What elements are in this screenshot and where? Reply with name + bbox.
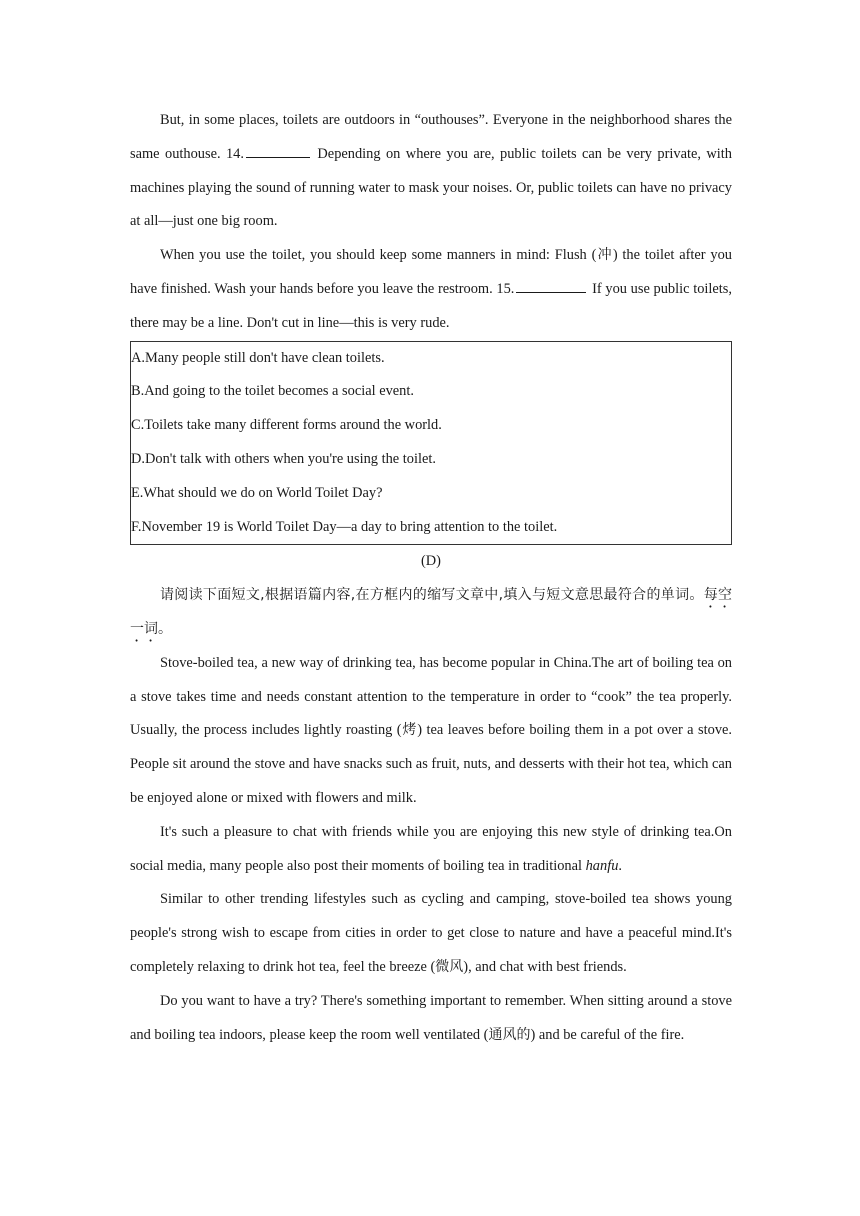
text-run: ), and chat with best friends. — [463, 958, 627, 975]
passage-d-paragraph-1 — [130, 647, 732, 816]
options-box — [130, 341, 732, 546]
option-f: F.November 19 is World Toilet Day—a day to bring attention to the toilet. — [131, 518, 558, 535]
answer-blank-15 — [516, 278, 586, 293]
text-run: . — [618, 857, 622, 874]
passage-c-paragraph-1 — [130, 104, 732, 239]
text-run: ) tea leaves before boiling them in a pot over a stove. People sit around the stove and have snacks such as fruit, nuts, and desserts with their hot tea, which can be enjoyed alone or mixed with flowers and milk. — [130, 722, 732, 806]
chinese-gloss: 烤 — [401, 722, 418, 739]
text-run: ) and be careful of the fire. — [530, 1026, 685, 1043]
text-run: ) the toilet after you have finished. Wash your hands before you leave the restroom. 15. — [130, 247, 732, 297]
text-run: If you use public toilets, there may be a line. Don't cut in line—this is very rude. — [130, 280, 732, 331]
option-a: A.Many people still don't have clean toilets. — [131, 349, 385, 366]
text-run: Do you want to have a try? There's something important to remember. When sitting around a stove and boiling tea indoors, please keep the room well ventilated ( — [130, 992, 732, 1043]
instruction-end: 。 — [158, 620, 172, 637]
instruction-text: 请阅读下面短文,根据语篇内容,在方框内的缩写文章中,填入与短文意思最符合的单词。 — [160, 587, 704, 604]
chinese-gloss: 通风的 — [488, 1026, 531, 1043]
text-run: Similar to other trending lifestyles such as cycling and camping, stove-boiled tea shows young people's strong wish to escape from cities in order to get close to nature and have a peaceful mind.It's completely relaxing to drink hot tea, feel the breeze ( — [130, 891, 732, 975]
option-d: D.Don't talk with others when you're using the toilet. — [131, 450, 436, 467]
section-d-instruction — [130, 579, 732, 647]
text-run: It's such a pleasure to chat with friends while you are enjoying this new style of drinking tea.On social media, many people also post their moments of boiling tea in traditional — [130, 823, 732, 874]
passage-d-paragraph-4 — [130, 985, 732, 1053]
passage-d-paragraph-3 — [130, 883, 732, 984]
answer-blank-14 — [246, 143, 310, 158]
section-d-label: (D) — [421, 553, 441, 570]
document-page — [130, 104, 732, 1052]
chinese-gloss: 冲 — [596, 247, 613, 264]
option-b: B.And going to the toilet becomes a social event. — [131, 383, 414, 400]
passage-d-paragraph-2 — [130, 816, 732, 884]
italic-term: hanfu — [585, 857, 619, 874]
text-run: But, in some places, toilets are outdoors in “outhouses”. Everyone in the neighborhood shares the same outhouse. 14. — [130, 112, 732, 162]
chinese-gloss: 微风 — [435, 958, 464, 975]
emphasized-instruction: 每空一词 — [130, 587, 732, 637]
text-run: Stove-boiled tea, a new way of drinking tea, has become popular in China.The art of boiling tea on a stove takes time and needs constant attention to the temperature in order to “cook” the tea properly. Usually, the process includes lightly roasting ( — [130, 654, 732, 739]
option-c: C.Toilets take many different forms around the world. — [131, 417, 442, 434]
text-run: When you use the toilet, you should keep some manners in mind: Flush ( — [160, 247, 597, 264]
text-run: Depending on where you are, public toilets can be very private, with machines playing the sound of running water to mask your noises. Or, public toilets can have no privacy at all—just one big room. — [130, 145, 733, 230]
passage-c-paragraph-2 — [130, 239, 732, 340]
option-e: E.What should we do on World Toilet Day? — [131, 484, 383, 501]
